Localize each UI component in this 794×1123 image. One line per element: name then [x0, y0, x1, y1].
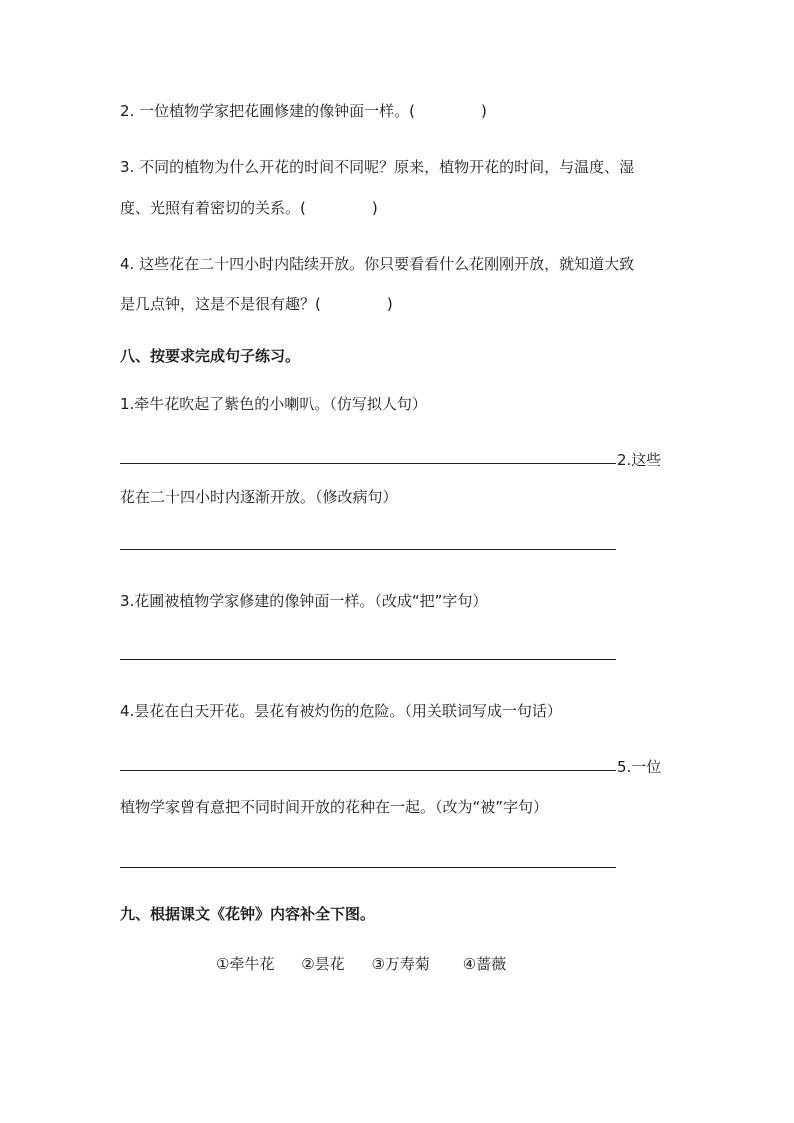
exercise-2-prompt: 花在二十四小时内逐渐开放。（修改病句）: [120, 488, 398, 506]
exercise-4-prompt: 4.昙花在白天开花。昙花有被灼伤的危险。（用关联词写成一句话）: [120, 702, 562, 720]
exercise-2-start: 2.这些: [617, 451, 662, 469]
question-4-line-2: [120, 294, 393, 314]
exercise-3-answer-line[interactable]: [120, 659, 616, 660]
exercise-5-answer-line[interactable]: [120, 867, 616, 868]
question-3-line-2: [120, 198, 378, 218]
question-text: 是几点钟，这是不是很有趣？(: [120, 295, 321, 313]
option-marigold: ③万寿菊: [371, 955, 430, 973]
question-text: 一位植物学家把花圃修建的像钟面一样。(: [139, 102, 415, 120]
question-4-line-1: [120, 254, 634, 274]
close-paren: ): [480, 102, 487, 120]
exercise-2-answer-line[interactable]: [120, 549, 616, 550]
exercise-1-answer-line[interactable]: [120, 463, 616, 464]
exercise-5-prompt: 植物学家曾有意把不同时间开放的花种在一起。（改为“被”字句）: [120, 798, 549, 816]
exercise-1-prompt: 1.牵牛花吹起了紫色的小喇叭。（仿写拟人句）: [120, 395, 427, 413]
option-rose: ④蔷薇: [462, 955, 507, 973]
section-8-heading: 八、按要求完成句子练习。: [120, 347, 301, 365]
flower-options: [216, 954, 506, 974]
question-text: 不同的植物为什么开花的时间不同呢？原来，植物开花的时间，与温度、湿: [139, 158, 635, 176]
exercise-5-start: 5.一位: [617, 758, 662, 776]
question-number: 2.: [120, 102, 135, 120]
option-night-blooming-cereus: ②昙花: [301, 955, 345, 973]
close-paren: ): [371, 199, 378, 217]
question-number: 4.: [120, 255, 135, 273]
question-3-line-1: [120, 157, 634, 177]
question-text: 度、光照有着密切的关系。(: [120, 199, 306, 217]
question-number: 3.: [120, 158, 135, 176]
close-paren: ): [386, 295, 393, 313]
question-2: [120, 101, 487, 121]
exercise-3-prompt: 3.花圃被植物学家修建的像钟面一样。（改成“把”字句）: [120, 592, 488, 610]
question-text: 这些花在二十四小时内陆续开放。你只要看看什么花刚刚开放，就知道大致: [139, 255, 635, 273]
exercise-4-answer-line[interactable]: [120, 770, 616, 771]
option-morning-glory: ①牵牛花: [216, 955, 275, 973]
section-9-heading: 九、根据课文《花钟》内容补全下图。: [120, 905, 376, 923]
